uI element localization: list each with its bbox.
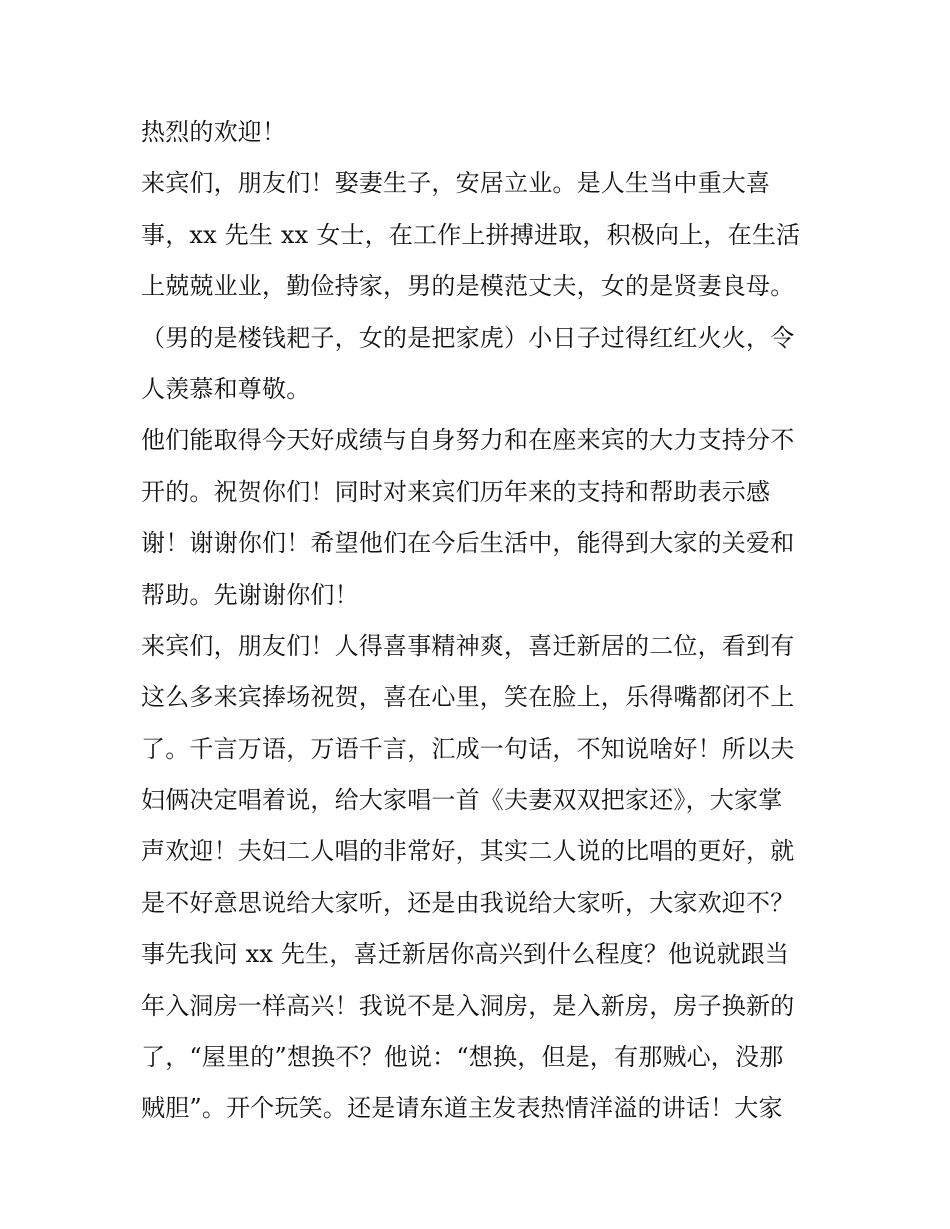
text-line: 谢！谢谢你们！希望他们在今后生活中，能得到大家的关爱和	[141, 529, 795, 558]
text-line: 妇俩决定唱着说，给大家唱一首《夫妻双双把家还》，大家掌	[141, 786, 783, 815]
text-line: 声欢迎！夫妇二人唱的非常好，其实二人说的比唱的更好，就	[141, 837, 795, 866]
text-line: 事，xx 先生 xx 女士，在工作上拼搏进取，积极向上，在生活	[141, 220, 801, 249]
text-line: 来宾们，朋友们！人得喜事精神爽，喜迁新居的二位，看到有	[141, 631, 795, 660]
text-line: 热烈的欢迎！	[141, 118, 287, 146]
text-line: 了。千言万语，万语千言，汇成一句话，不知说啥好！所以夫	[141, 734, 795, 763]
text-line: 事先我问 xx 先生，喜迁新居你高兴到什么程度？他说就跟当	[141, 940, 790, 969]
text-line: 帮助。先谢谢你们！	[141, 580, 359, 609]
text-line: 开的。祝贺你们！同时对来宾们历年来的支持和帮助表示感	[141, 477, 771, 506]
text-line: 上兢兢业业，勤俭持家，男的是模范丈夫，女的是贤妻良母。	[141, 272, 795, 301]
text-line: （男的是楼钱耙子，女的是把家虎）小日子过得红红火火，令	[141, 323, 795, 352]
document-body	[141, 107, 821, 1135]
text-line: 来宾们，朋友们！娶妻生子，安居立业。是人生当中重大喜	[141, 169, 771, 198]
text-line: 是不好意思说给大家听，还是由我说给大家听，大家欢迎不？	[141, 888, 795, 917]
text-line: 年入洞房一样高兴！我说不是入洞房，是入新房，房子换新的	[141, 991, 795, 1020]
text-line: 了，“屋里的”想换不？他说：“想换，但是，有那贼心，没那	[141, 1043, 784, 1072]
text-line: 他们能取得今天好成绩与自身努力和在座来宾的大力支持分不	[141, 426, 795, 455]
text-line: 贼胆”。开个玩笑。还是请东道主发表热情洋溢的讲话！大家	[141, 1094, 783, 1123]
text-line: 这么多来宾捧场祝贺，喜在心里，笑在脸上，乐得嘴都闭不上	[141, 683, 795, 712]
text-line: 人羡慕和尊敬。	[141, 374, 311, 403]
